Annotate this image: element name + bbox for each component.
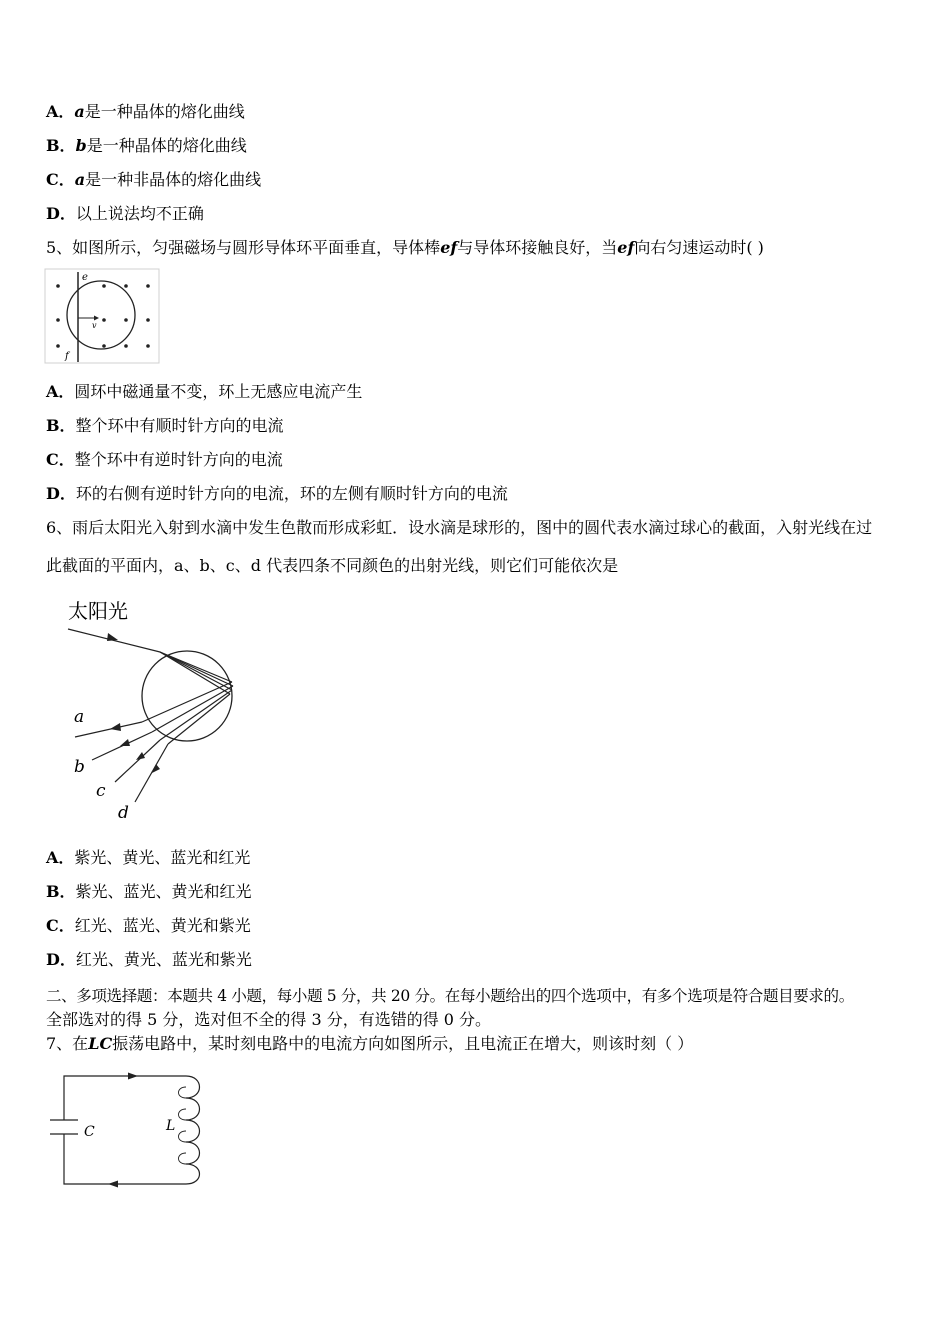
q7-stem: 7、在LC振荡电路中，某时刻电路中的电流方向如图所示，且电流正在增大，则该时刻（ ） <box>46 1034 694 1053</box>
label-e: e <box>82 272 88 283</box>
q6-stem-line1: 6、雨后太阳光入射到水滴中发生色散而形成彩虹．设水滴是球形的，图中的圆代表水滴过球心的截面，入射光线在过 <box>46 518 873 537</box>
label-d: d <box>118 803 129 823</box>
sun-label: 太阳光 <box>68 599 128 623</box>
q6-option-d: D．红光、黄光、蓝光和紫光 <box>46 950 252 969</box>
q4-option-c: C．a是一种非晶体的熔化曲线 <box>46 170 262 189</box>
q7-figure-lc-circuit <box>46 1068 206 1192</box>
label-v: v <box>92 321 97 330</box>
q5-stem: 5、如图所示，匀强磁场与圆形导体环平面垂直，导体棒ef与导体环接触良好，当ef向右匀速运动时( ) <box>46 238 764 257</box>
section2-heading-line2: 全部选对的得 5 分，选对但不全的得 3 分，有选错的得 0 分。 <box>46 1010 492 1029</box>
ray-d <box>135 744 168 802</box>
bottom-wire <box>64 1134 186 1184</box>
label-a: a <box>74 707 85 727</box>
label-l-inductor: L <box>166 1118 176 1134</box>
section2-heading-line1: 二、多项选择题：本题共 4 小题，每小题 5 分，共 20 分。在每小题给出的四个选项中，有多个选项是符合题目要求的。 <box>46 987 854 1005</box>
q5-option-c: C．整个环中有逆时针方向的电流 <box>46 450 283 469</box>
inductor-coil <box>186 1076 200 1184</box>
q5-option-d: D．环的右侧有逆时针方向的电流，环的左侧有顺时针方向的电流 <box>46 484 508 503</box>
q5-figure-magnetic-field <box>44 268 162 366</box>
q4-option-a: A．a是一种晶体的熔化曲线 <box>46 102 245 121</box>
q4-option-b: B．b是一种晶体的熔化曲线 <box>46 136 247 155</box>
q6-option-b: B．紫光、蓝光、黄光和红光 <box>46 882 252 901</box>
q6-option-a: A．紫光、黄光、蓝光和红光 <box>46 848 251 867</box>
label-c-capacitor: C <box>84 1124 95 1140</box>
current-arrow-bottom <box>108 1181 118 1188</box>
label-b: b <box>74 757 85 777</box>
incident-ray <box>68 629 160 652</box>
label-c: c <box>96 781 106 801</box>
q6-stem-line2: 此截面的平面内，a、b、c、d 代表四条不同颜色的出射光线，则它们可能依次是 <box>46 556 619 575</box>
q6-figure-raindrop <box>60 592 260 828</box>
q5-option-b: B．整个环中有顺时针方向的电流 <box>46 416 284 435</box>
current-arrow-top <box>128 1073 138 1080</box>
q4-option-d: D．以上说法均不正确 <box>46 204 204 223</box>
label-f: f <box>65 351 69 362</box>
ray-a <box>75 722 142 737</box>
q5-option-a: A．圆环中磁通量不变，环上无感应电流产生 <box>46 382 363 401</box>
q6-option-c: C．红光、蓝光、黄光和紫光 <box>46 916 251 935</box>
conducting-ring <box>67 281 135 349</box>
top-wire <box>64 1076 186 1120</box>
